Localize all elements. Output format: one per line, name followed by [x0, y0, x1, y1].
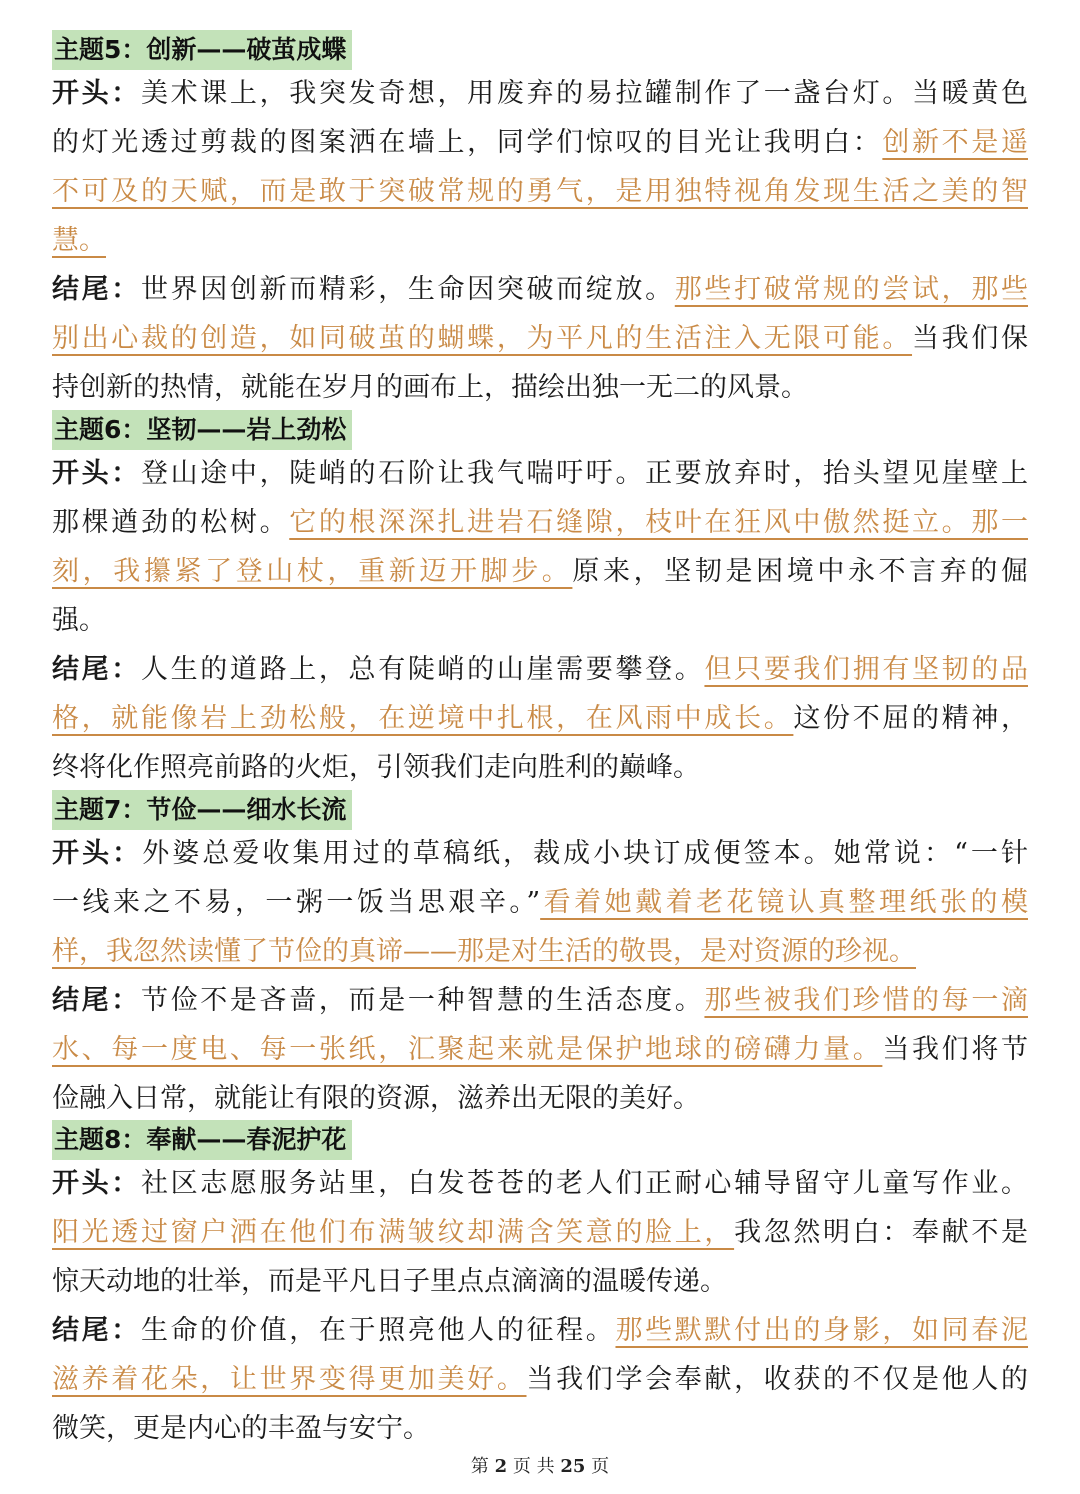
body-text: 社区志愿服务站里，白发苍苍的老人们正耐心辅导留守儿童写作业。	[140, 1168, 1028, 1199]
footer-total-pages: 25	[560, 1456, 586, 1477]
page-footer	[0, 1452, 1080, 1478]
highlighted-text: 别出心裁的创造，如同破茧的蝴蝶，为平凡的生活注入无限可能。	[52, 323, 913, 354]
body-text: 当我们保	[912, 323, 1028, 354]
highlighted-text: 刻，我攥紧了登山杖，重新迈开脚步。	[52, 556, 573, 587]
ending-line	[52, 267, 1028, 313]
footer-prefix: 第	[470, 1456, 489, 1477]
highlighted-text: 水、每一度电、每一张纸，汇聚起来就是保护地球的磅礴力量。	[52, 1034, 883, 1065]
highlighted-text: 它的根深深扎进岩石缝隙，枝叶在狂风中傲然挺立。那一	[289, 507, 1028, 538]
highlighted-text: 样，我忽然读懂了节俭的真谛——那是对生活的敬畏，是对资源的珍视。	[52, 936, 916, 967]
ending-line	[52, 696, 1028, 742]
opening-line	[52, 120, 1028, 166]
opening-line	[52, 598, 106, 644]
body-text: 节俭不是吝啬，而是一种智慧的生活态度。	[140, 985, 705, 1016]
ending-line	[52, 1406, 430, 1452]
opening-label: 开头：	[52, 78, 141, 109]
section-title: 主题8：奉献——春泥护花	[52, 1120, 352, 1160]
ending-line	[52, 745, 700, 791]
section-title: 主题7：节俭——细水长流	[52, 790, 352, 830]
highlighted-text: 那些被我们珍惜的每一滴	[704, 985, 1028, 1016]
highlighted-text: 那些默默付出的身影，如同春泥	[615, 1315, 1028, 1346]
body-text: 的灯光透过剪裁的图案洒在墙上，同学们惊叹的目光让我明白：	[52, 127, 883, 158]
footer-page-number: 2	[494, 1456, 508, 1477]
highlighted-text: 创新不是遥	[882, 127, 1028, 158]
body-text: 原来，坚韧是困境中永不言弃的倔	[572, 556, 1029, 587]
body-text: 微笑，更是内心的丰盈与安宁。	[52, 1413, 430, 1444]
opening-line	[52, 1259, 727, 1305]
ending-line	[52, 647, 1028, 693]
highlighted-text: 滋养着花朵，让世界变得更加美好。	[52, 1364, 527, 1395]
ending-line	[52, 1357, 1028, 1403]
highlighted-text: 看着她戴着老花镜认真整理纸张的模	[540, 887, 1028, 918]
section-title: 主题5：创新——破茧成蝶	[52, 30, 352, 70]
body-text: 当我们将节	[882, 1034, 1028, 1065]
ending-label: 结尾：	[52, 985, 141, 1016]
body-text: 终将化作照亮前路的火炬，引领我们走向胜利的巅峰。	[52, 752, 700, 783]
opening-line	[52, 880, 1028, 926]
ending-line	[52, 1308, 1028, 1354]
body-text: 惊天动地的壮举，而是平凡日子里点点滴滴的温暖传递。	[52, 1266, 727, 1297]
opening-label: 开头：	[52, 458, 141, 489]
section-title: 主题6：坚韧——岩上劲松	[52, 410, 352, 450]
body-text: 那棵遒劲的松树。	[52, 507, 290, 538]
highlighted-text: 阳光透过窗户洒在他们布满皱纹却满含笑意的脸上，	[52, 1217, 735, 1248]
ending-label: 结尾：	[52, 654, 141, 685]
body-text: 登山途中，陡峭的石阶让我气喘吁吁。正要放弃时，抬头望见崖壁上	[140, 458, 1028, 489]
body-text: 当我们学会奉献，收获的不仅是他人的	[526, 1364, 1028, 1395]
highlighted-text: 格，就能像岩上劲松般，在逆境中扎根，在风雨中成长。	[52, 703, 794, 734]
highlighted-text: 那些打破常规的尝试，那些	[674, 274, 1028, 305]
footer-suffix: 页	[591, 1456, 610, 1477]
body-text: 美术课上，我突发奇想，用废弃的易拉罐制作了一盏台灯。当暖黄色	[140, 78, 1028, 109]
opening-line	[52, 451, 1028, 497]
body-text: 我忽然明白：奉献不是	[734, 1217, 1028, 1248]
highlighted-text: 慧。	[52, 225, 106, 256]
body-text: 一线来之不易，一粥一饭当思艰辛。”	[52, 887, 541, 918]
opening-line	[52, 169, 1028, 215]
highlighted-text: 不可及的天赋，而是敢于突破常规的勇气，是用独特视角发现生活之美的智	[52, 176, 1028, 207]
body-text: 世界因创新而精彩，生命因突破而绽放。	[140, 274, 675, 305]
body-text: 生命的价值，在于照亮他人的征程。	[140, 1315, 616, 1346]
opening-label: 开头：	[52, 1168, 141, 1199]
footer-middle: 页 共	[512, 1456, 555, 1477]
opening-label: 开头：	[52, 838, 143, 869]
ending-line	[52, 365, 808, 411]
body-text: 俭融入日常，就能让有限的资源，滋养出无限的美好。	[52, 1083, 700, 1114]
opening-line	[52, 831, 1028, 877]
ending-line	[52, 1027, 1028, 1073]
ending-line	[52, 978, 1028, 1024]
body-text: 强。	[52, 605, 106, 636]
ending-label: 结尾：	[52, 274, 141, 305]
body-text: 这份不屈的精神，	[793, 703, 1028, 734]
opening-line	[52, 500, 1028, 546]
ending-line	[52, 1076, 700, 1122]
highlighted-text: 但只要我们拥有坚韧的品	[704, 654, 1028, 685]
opening-line	[52, 1161, 1028, 1207]
opening-line	[52, 929, 916, 975]
body-text: 外婆总爱收集用过的草稿纸，裁成小块订成便签本。她常说：“一针	[142, 838, 1029, 869]
ending-label: 结尾：	[52, 1315, 141, 1346]
ending-line	[52, 316, 1028, 362]
opening-line	[52, 218, 106, 264]
body-text: 人生的道路上，总有陡峭的山崖需要攀登。	[140, 654, 705, 685]
opening-line	[52, 549, 1028, 595]
opening-line	[52, 1210, 1028, 1256]
body-text: 持创新的热情，就能在岁月的画布上，描绘出独一无二的风景。	[52, 372, 808, 403]
opening-line	[52, 71, 1028, 117]
